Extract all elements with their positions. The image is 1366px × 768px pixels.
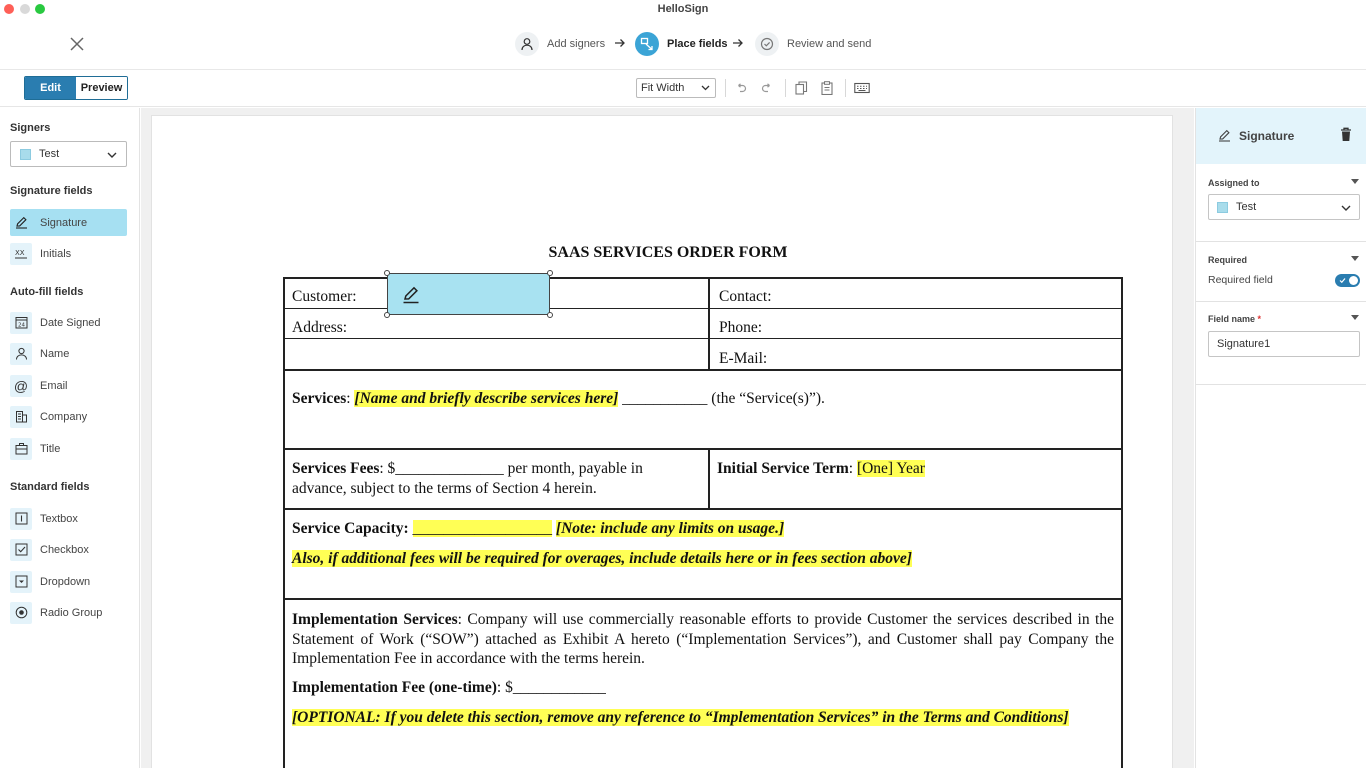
services-fees-row: Services Fees: $______________ per month, payable in — [292, 460, 643, 477]
person-icon — [520, 37, 534, 51]
sidebar-item-label: Textbox — [40, 512, 78, 525]
required-section — [1196, 242, 1366, 302]
mode-toggle — [24, 76, 128, 100]
resize-handle[interactable] — [384, 312, 390, 318]
copy-icon — [795, 81, 808, 95]
services-blank: ___________ — [622, 390, 708, 407]
textbox-icon — [15, 512, 28, 525]
capacity-blank: __________________ — [412, 520, 553, 537]
document-page — [151, 115, 1173, 768]
fees-label: Services Fees — [292, 460, 380, 477]
sidebar-item-label: Dropdown — [40, 575, 91, 588]
services-row: Services: [Name and briefly describe services here] ___________ (the “Service(s)”). — [292, 390, 825, 407]
wizard-header — [0, 18, 1366, 70]
app-title: HelloSign — [657, 3, 709, 15]
document-title: SAAS SERVICES ORDER FORM — [548, 244, 788, 261]
required-asterisk: * — [1257, 314, 1262, 324]
services-placeholder: [Name and briefly describe services here] — [354, 390, 619, 407]
standard-fields-heading: Standard fields — [10, 481, 90, 493]
check-circle-icon — [760, 37, 774, 51]
preview-mode-button[interactable]: Preview — [76, 77, 127, 99]
building-icon — [15, 410, 28, 423]
capacity-note: [Note: include any limits on usage.] — [555, 520, 785, 537]
place-fields-icon — [640, 37, 654, 51]
pen-icon — [15, 216, 28, 229]
svg-text:24: 24 — [17, 322, 25, 329]
sidebar-item-label: Checkbox — [40, 543, 89, 556]
assigned-to-value: Test — [1236, 201, 1257, 213]
required-label: Required — [1208, 255, 1248, 265]
sidebar-item-label: Radio Group — [40, 606, 103, 619]
fields-sidebar — [0, 108, 140, 768]
impl-fee-label: Implementation Fee (one-time) — [292, 679, 497, 696]
sidebar-item-label: Title — [40, 442, 61, 455]
svg-text:XX: XX — [15, 248, 25, 257]
services-suffix: (the “Service(s)”). — [711, 390, 825, 407]
resize-handle[interactable] — [384, 270, 390, 276]
arrow-right-icon — [732, 37, 744, 49]
customer-label: Customer: — [292, 288, 357, 305]
collapse-caret-icon[interactable] — [1351, 179, 1359, 184]
calendar-icon — [15, 316, 28, 329]
pen-icon — [402, 286, 420, 304]
editor-toolbar — [0, 70, 1366, 107]
sidebar-item-label: Date Signed — [40, 316, 101, 329]
sidebar-item-company[interactable] — [10, 403, 127, 430]
sidebar-item-label: Name — [40, 347, 70, 360]
sidebar-item-dropdown[interactable] — [10, 568, 127, 595]
resize-handle[interactable] — [547, 270, 553, 276]
signers-heading: Signers — [10, 122, 51, 134]
sidebar-item-radio-group[interactable] — [10, 599, 127, 626]
field-name-input[interactable] — [1208, 331, 1360, 357]
chevron-down-icon — [1341, 205, 1351, 211]
chevron-down-icon — [107, 152, 117, 158]
capacity-label: Service Capacity: — [292, 520, 409, 537]
sidebar-item-checkbox[interactable] — [10, 536, 127, 563]
phone-label: Phone: — [719, 319, 763, 336]
term-value: [One] Year — [856, 460, 925, 477]
signer-select[interactable] — [10, 141, 127, 167]
signature-field-placed[interactable] — [387, 273, 550, 315]
assigned-to-select[interactable] — [1208, 194, 1360, 220]
initials-icon — [14, 248, 28, 260]
redo-icon — [761, 83, 773, 93]
arrow-right-icon — [614, 37, 626, 49]
person-icon — [15, 347, 28, 360]
signer-color-swatch — [1217, 202, 1228, 213]
window-titlebar — [0, 0, 1366, 18]
redo-button[interactable] — [759, 80, 775, 96]
step-label: Review and send — [787, 38, 872, 50]
impl-label: Implementation Services — [292, 611, 458, 628]
paste-button[interactable] — [819, 80, 835, 96]
panel-header — [1196, 108, 1366, 164]
services-label: Services — [292, 390, 347, 407]
field-properties-panel — [1195, 108, 1366, 768]
at-icon: @ — [10, 375, 32, 397]
term-label: Initial Service Term — [717, 460, 849, 477]
copy-button[interactable] — [793, 80, 809, 96]
close-editor-button[interactable] — [68, 35, 86, 53]
chevron-down-icon — [701, 85, 710, 91]
collapse-caret-icon[interactable] — [1351, 256, 1359, 261]
step-review-send[interactable] — [755, 31, 871, 57]
paste-icon — [821, 81, 833, 95]
service-capacity-row — [292, 520, 784, 538]
service-term-row: Initial Service Term: [One] Year — [717, 460, 925, 477]
keyboard-shortcuts-button[interactable] — [854, 80, 870, 96]
required-toggle[interactable] — [1335, 274, 1360, 287]
signer-color-swatch — [20, 149, 31, 160]
checkbox-icon — [15, 543, 28, 556]
step-label: Add signers — [547, 38, 606, 50]
signature-fields-heading: Signature fields — [10, 185, 93, 197]
assigned-to-section — [1196, 165, 1366, 242]
document-canvas[interactable] — [141, 108, 1194, 768]
delete-field-button[interactable] — [1340, 127, 1354, 143]
field-name-value: Signature1 — [1217, 338, 1271, 350]
step-add-signers[interactable] — [515, 31, 605, 57]
step-label: Place fields — [667, 38, 728, 50]
pen-icon — [1218, 129, 1231, 142]
close-icon — [68, 35, 86, 53]
field-name-label: Field name * — [1208, 314, 1262, 324]
sidebar-item-label: Email — [40, 379, 68, 392]
sidebar-item-label: Initials — [40, 247, 72, 260]
zoom-value: Fit Width — [641, 82, 685, 94]
sidebar-item-name[interactable] — [10, 340, 127, 367]
implementation-services-paragraph: Implementation Services: Company will use commercially reasonable efforts to provide Customer the services described in the Statement of Work (“SOW”) attached as Exhibit A hereto (“Implementation Services”), and Customer shall pay Company the Implementation Fee in accordance with the terms herein. — [292, 611, 1114, 667]
sidebar-item-textbox[interactable] — [10, 505, 127, 532]
radio-icon — [15, 606, 28, 619]
trash-icon — [1340, 127, 1352, 142]
implementation-fee-row: Implementation Fee (one-time): $____________ — [292, 679, 606, 696]
undo-button[interactable] — [733, 80, 749, 96]
fees-text-line2: advance, subject to the terms of Section 4 herein. — [292, 480, 597, 497]
sidebar-item-label: Signature — [40, 216, 88, 229]
contact-label: Contact: — [719, 288, 772, 305]
zoom-select[interactable] — [636, 78, 716, 98]
sidebar-item-label: Company — [40, 410, 88, 423]
capacity-note2: Also, if additional fees will be required for overages, include details here or in fees section above] — [292, 550, 912, 567]
sidebar-item-email[interactable] — [10, 372, 127, 399]
dropdown-icon — [15, 575, 28, 588]
sidebar-item-signature[interactable] — [10, 209, 127, 236]
edit-mode-button[interactable]: Edit — [25, 77, 76, 99]
email-label: E-Mail: — [719, 350, 768, 367]
signer-value: Test — [39, 148, 60, 160]
sidebar-item-initials[interactable] — [10, 240, 127, 267]
autofill-fields-heading: Auto-fill fields — [10, 286, 84, 298]
undo-icon — [735, 83, 747, 93]
briefcase-icon — [15, 442, 28, 455]
check-icon — [1339, 277, 1346, 284]
required-field-label: Required field — [1208, 274, 1273, 286]
address-label: Address: — [292, 319, 348, 336]
sidebar-item-title[interactable] — [10, 435, 127, 462]
sidebar-item-date-signed[interactable] — [10, 309, 127, 336]
optional-note: [OPTIONAL: If you delete this section, remove any reference to “Implementation Services” in the Terms and Conditions] — [292, 709, 1069, 726]
panel-title: Signature — [1239, 129, 1295, 143]
resize-handle[interactable] — [547, 312, 553, 318]
keyboard-icon — [854, 82, 870, 94]
assigned-to-label: Assigned to — [1208, 178, 1260, 188]
collapse-caret-icon[interactable] — [1351, 315, 1359, 320]
field-name-section — [1196, 302, 1366, 385]
step-place-fields[interactable] — [635, 31, 728, 57]
